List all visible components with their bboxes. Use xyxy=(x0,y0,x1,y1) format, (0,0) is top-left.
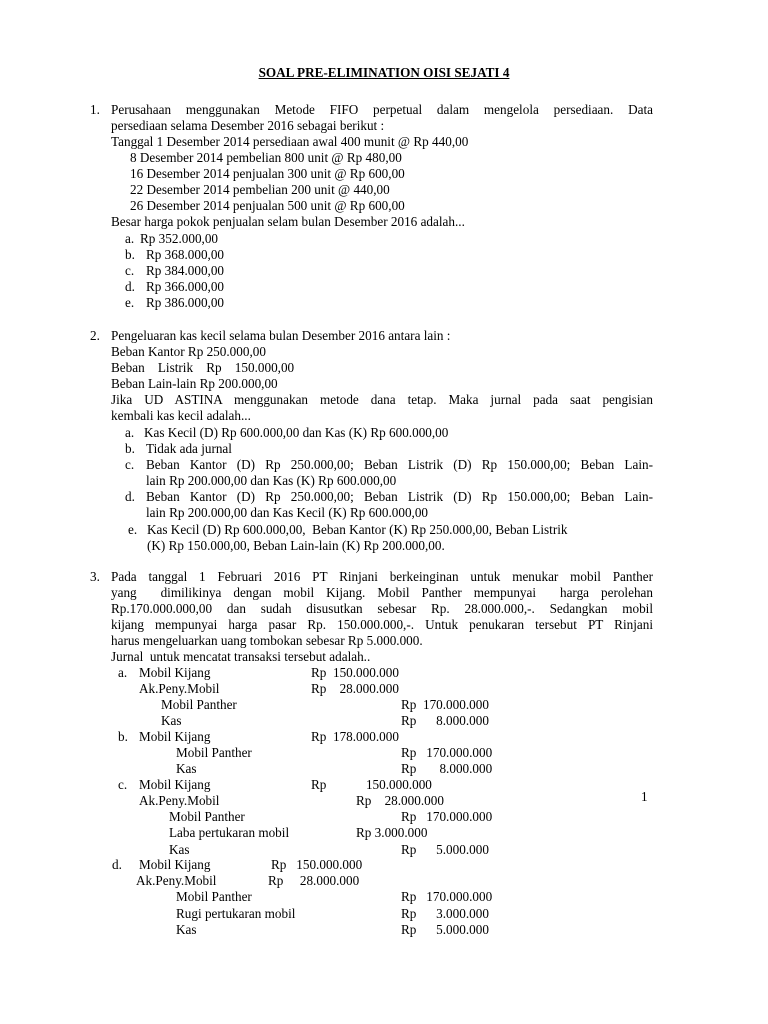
journal-credit: Rp 170.000.000 xyxy=(401,889,493,904)
option-label: c. xyxy=(118,777,128,792)
journal-credit: Rp 8.000.000 xyxy=(401,761,493,776)
journal-debit: Rp 28.000.000 xyxy=(311,681,399,696)
option-label: a. xyxy=(125,425,135,440)
option-text: lain Rp 200.000,00 dan Kas (K) Rp 600.000,00 xyxy=(146,473,397,488)
option-text: (K) Rp 150.000,00, Beban Lain-lain (K) Rp 200.000,00. xyxy=(147,538,445,553)
question-text-line: persediaan selama Desember 2016 sebagai berikut : xyxy=(111,118,385,133)
option-label: b. xyxy=(125,441,135,456)
journal-account: Kas xyxy=(176,761,197,776)
question-text-line: Pada tanggal 1 Februari 2016 PT Rinjani berkeinginan untuk menukar mobil Panther xyxy=(111,569,653,584)
option-label: d. xyxy=(125,279,135,294)
journal-credit: Rp 5.000.000 xyxy=(401,922,489,937)
journal-debit: Rp 178.000.000 xyxy=(311,729,399,744)
option-label: e. xyxy=(128,522,138,537)
journal-credit: Rp 170.000.000 xyxy=(401,745,493,760)
question-text-line: Jika UD ASTINA menggunakan metode dana tetap. Maka jurnal pada saat pengisian xyxy=(111,392,653,407)
option-label: c. xyxy=(125,263,135,278)
option-label: b. xyxy=(118,729,128,744)
journal-credit: Rp 170.000.000 xyxy=(401,809,493,824)
journal-account: Mobil Kijang xyxy=(139,665,211,680)
question-text-line: Pengeluaran kas kecil selama bulan Desember 2016 antara lain : xyxy=(111,328,451,343)
option-label: d. xyxy=(112,857,122,872)
option-label: d. xyxy=(125,489,135,504)
option-label: a. xyxy=(125,231,135,246)
question-prompt: kembali kas kecil adalah... xyxy=(111,408,251,423)
option-text: Beban Kantor (D) Rp 250.000,00; Beban Listrik (D) Rp 150.000,00; Beban Lain- xyxy=(146,457,653,472)
option-text: Kas Kecil (D) Rp 600.000,00, Beban Kantor (K) Rp 250.000,00, Beban Listrik xyxy=(147,522,568,537)
journal-credit: Rp 170.000.000 xyxy=(401,697,489,712)
journal-debit: Rp 150.000.000 xyxy=(311,777,432,792)
inventory-line: 26 Desember 2014 penjualan 500 unit @ Rp 600,00 xyxy=(130,198,405,213)
question-number: 3. xyxy=(90,569,100,584)
journal-debit: Rp 28.000.000 xyxy=(356,793,444,808)
option-text: Rp 366.000,00 xyxy=(146,279,225,294)
journal-account: Ak.Peny.Mobil xyxy=(139,681,220,696)
expense-line: Beban Kantor Rp 250.000,00 xyxy=(111,344,266,359)
journal-account: Mobil Kijang xyxy=(139,729,211,744)
journal-debit: Rp 28.000.000 xyxy=(268,873,360,888)
journal-account: Laba pertukaran mobil xyxy=(169,825,290,840)
journal-account: Mobil Panther xyxy=(176,889,252,904)
question-text-line: Rp.170.000.000,00 dan sudah disusutkan sebesar Rp. 28.000.000,-. Sedangkan mobil xyxy=(111,601,653,616)
option-label: e. xyxy=(125,295,135,310)
journal-account: Kas xyxy=(161,713,182,728)
journal-account: Mobil Kijang xyxy=(139,777,211,792)
inventory-line: 22 Desember 2014 pembelian 200 unit @ 440,00 xyxy=(130,182,390,197)
question-text-line: harus mengeluarkan uang tombokan sebesar Rp 5.000.000. xyxy=(111,633,423,648)
journal-account: Mobil Panther xyxy=(161,697,237,712)
option-text: Rp 352.000,00 xyxy=(140,231,219,246)
question-number: 2. xyxy=(90,328,100,343)
journal-account: Kas xyxy=(169,842,190,857)
inventory-line: 16 Desember 2014 penjualan 300 unit @ Rp 600,00 xyxy=(130,166,405,181)
question-text-line: yang dimilikinya dengan mobil Kijang. Mobil Panther mempunyai harga perolehan xyxy=(111,585,653,600)
inventory-line: Tanggal 1 Desember 2014 persediaan awal 400 munit @ Rp 440,00 xyxy=(111,134,469,149)
journal-credit: Rp 5.000.000 xyxy=(401,842,489,857)
option-text: Tidak ada jurnal xyxy=(146,441,232,456)
question-text-line: Perusahaan menggunakan Metode FIFO perpetual dalam mengelola persediaan. Data xyxy=(111,102,653,117)
journal-account: Mobil Kijang xyxy=(139,857,211,872)
expense-line: Beban Lain-lain Rp 200.000,00 xyxy=(111,376,278,391)
journal-account: Ak.Peny.Mobil xyxy=(136,873,217,888)
journal-account: Mobil Panther xyxy=(176,745,252,760)
option-text: Rp 386.000,00 xyxy=(146,295,225,310)
journal-credit: Rp 8.000.000 xyxy=(401,713,489,728)
journal-account: Rugi pertukaran mobil xyxy=(176,906,296,921)
page-number: 1 xyxy=(641,789,648,804)
option-label: a. xyxy=(118,665,128,680)
journal-debit: Rp 150.000.000 xyxy=(311,665,399,680)
question-number: 1. xyxy=(90,102,100,117)
option-text: Rp 384.000,00 xyxy=(146,263,225,278)
journal-credit: Rp 3.000.000 xyxy=(401,906,489,921)
option-text: lain Rp 200.000,00 dan Kas Kecil (K) Rp 600.000,00 xyxy=(146,505,429,520)
journal-account: Kas xyxy=(176,922,197,937)
journal-debit: Rp 3.000.000 xyxy=(356,825,428,840)
question-text-line: kijang mempunyai harga pasar Rp. 150.000.000,-. Untuk penukaran tersebut PT Rinjani xyxy=(111,617,653,632)
expense-line: Beban Listrik Rp 150.000,00 xyxy=(111,360,295,375)
journal-account: Mobil Panther xyxy=(169,809,245,824)
inventory-line: 8 Desember 2014 pembelian 800 unit @ Rp 480,00 xyxy=(130,150,402,165)
question-prompt: Jurnal untuk mencatat transaksi tersebut adalah.. xyxy=(111,649,371,664)
question-prompt: Besar harga pokok penjualan selam bulan Desember 2016 adalah... xyxy=(111,214,465,229)
option-text: Kas Kecil (D) Rp 600.000,00 dan Kas (K) Rp 600.000,00 xyxy=(144,425,449,440)
document-title: SOAL PRE-ELIMINATION OISI SEJATI 4 xyxy=(258,65,510,80)
option-text: Rp 368.000,00 xyxy=(146,247,225,262)
option-label: b. xyxy=(125,247,135,262)
journal-account: Ak.Peny.Mobil xyxy=(139,793,220,808)
option-label: c. xyxy=(125,457,135,472)
option-text: Beban Kantor (D) Rp 250.000,00; Beban Listrik (D) Rp 150.000,00; Beban Lain- xyxy=(146,489,653,504)
journal-debit: Rp 150.000.000 xyxy=(271,857,363,872)
